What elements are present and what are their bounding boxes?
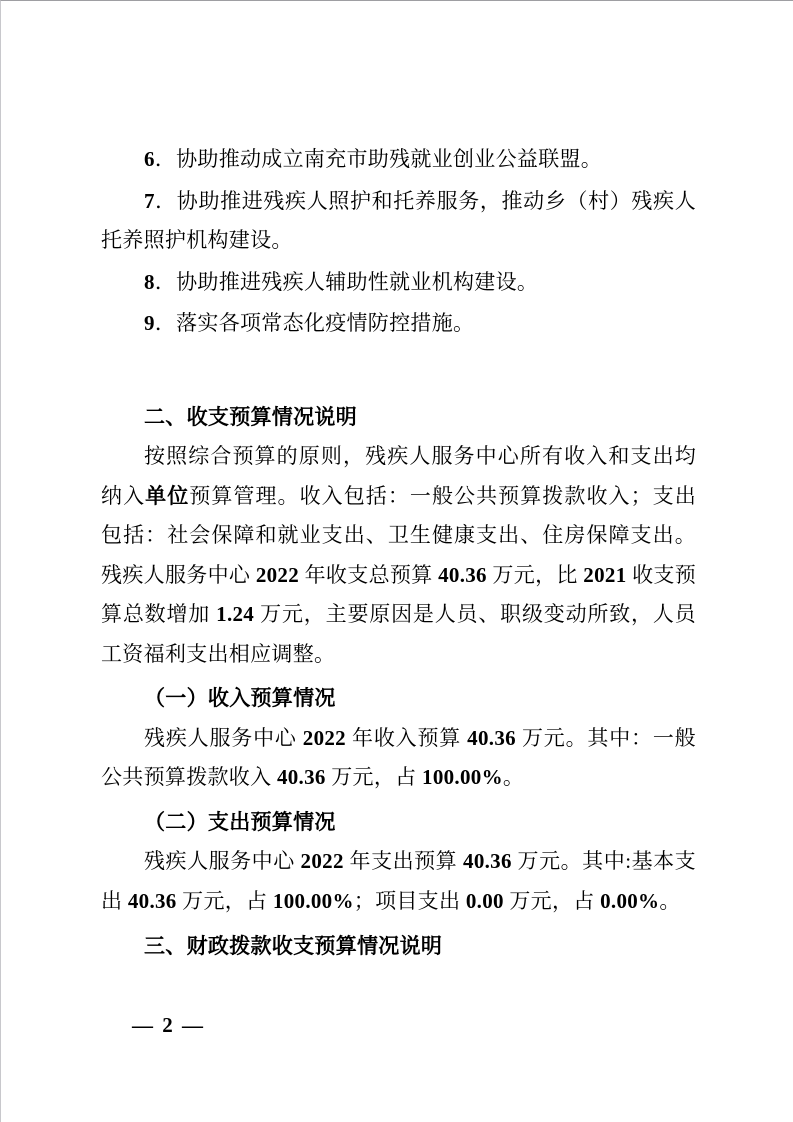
- text-run: ．协助推动成立南充市助残就业创业公益联盟。: [154, 147, 603, 171]
- text-run: 残疾人服务中心: [144, 725, 303, 750]
- bold-text-run: 单位: [145, 483, 190, 508]
- text-run: 。: [502, 765, 525, 789]
- section-heading: [101, 398, 696, 438]
- numbered-item: [101, 263, 696, 303]
- sub-section-heading: [101, 803, 696, 843]
- bold-text-run: 2022: [255, 562, 300, 587]
- body-paragraph: [101, 842, 696, 921]
- bold-text-run: 0.00%: [600, 888, 660, 913]
- text-run: ；项目支出: [353, 888, 466, 913]
- bold-text-run: 0.00: [465, 888, 504, 913]
- text-run: 年支出预算: [343, 849, 464, 873]
- text-run: 。: [659, 888, 681, 913]
- text-run: 万元，占: [325, 765, 423, 789]
- bold-text-run: 40.36: [276, 765, 326, 789]
- bold-text-run: （一）收入预算情况: [144, 686, 336, 710]
- bold-text-run: 2022: [302, 725, 346, 750]
- document-content: [101, 140, 696, 967]
- bold-text-run: 7: [144, 188, 155, 213]
- numbered-item: [101, 182, 696, 261]
- numbered-item: [101, 140, 696, 180]
- text-run: 按照综合预算的原则，残疾人服务中心所有收入和支出均纳入: [101, 444, 696, 508]
- text-run: ．协助推进残疾人辅助性就业机构建设。: [154, 269, 539, 294]
- bold-text-run: 6: [144, 147, 155, 171]
- bold-text-run: 2022: [300, 849, 344, 873]
- bold-text-run: （二）支出预算情况: [144, 809, 336, 834]
- numbered-item: [101, 304, 696, 344]
- section-heading: [101, 927, 696, 967]
- text-run: 万元，主要原因是人员、职级变动所致，人员工资福利支出相应调整。: [101, 602, 696, 666]
- text-run: 年收支总预算: [299, 562, 439, 587]
- bold-text-run: 三、财政拨款收支预算情况说明: [144, 935, 443, 958]
- bold-text-run: 二、收支预算情况说明: [144, 405, 357, 429]
- text-run: 万元，比: [486, 562, 584, 587]
- text-run: 万元，占: [503, 888, 601, 913]
- bold-text-run: 2021: [583, 562, 627, 587]
- text-run: 万元。其中:基本支出: [101, 849, 696, 913]
- bold-text-run: 100.00%: [272, 888, 354, 913]
- paragraph-spacer: [101, 346, 696, 392]
- text-run: 残疾人服务中心: [144, 849, 301, 873]
- text-run: 收支预算总数增加: [101, 562, 697, 626]
- sub-section-heading: [101, 679, 696, 719]
- text-run: ．落实各项常态化疫情防控措施。: [154, 311, 475, 335]
- text-run: 万元。其中：一般公共预算拨款收入: [101, 725, 696, 789]
- text-run: 万元，占: [176, 888, 273, 913]
- bold-text-run: 40.36: [467, 725, 516, 750]
- bold-text-run: 100.00%: [422, 765, 503, 789]
- bold-text-run: 40.36: [127, 888, 177, 913]
- body-paragraph: [101, 719, 696, 798]
- text-run: ．协助推进残疾人照护和托养服务，推动乡（村）残疾人托养照护机构建设。: [101, 188, 696, 252]
- bold-text-run: 8: [144, 269, 155, 294]
- text-run: 预算管理。收入包括：一般公共预算拨款收入；支出包括：社会保障和就业支出、卫生健康支出、住房保障支出。残疾人服务中心: [101, 483, 696, 587]
- page-number: — 2 —: [132, 1013, 205, 1037]
- text-run: 年收入预算: [345, 725, 468, 750]
- body-paragraph: [101, 437, 696, 674]
- bold-text-run: 1.24: [216, 602, 255, 626]
- bold-text-run: 40.36: [463, 849, 512, 873]
- bold-text-run: 9: [144, 311, 155, 335]
- bold-text-run: 40.36: [438, 562, 487, 587]
